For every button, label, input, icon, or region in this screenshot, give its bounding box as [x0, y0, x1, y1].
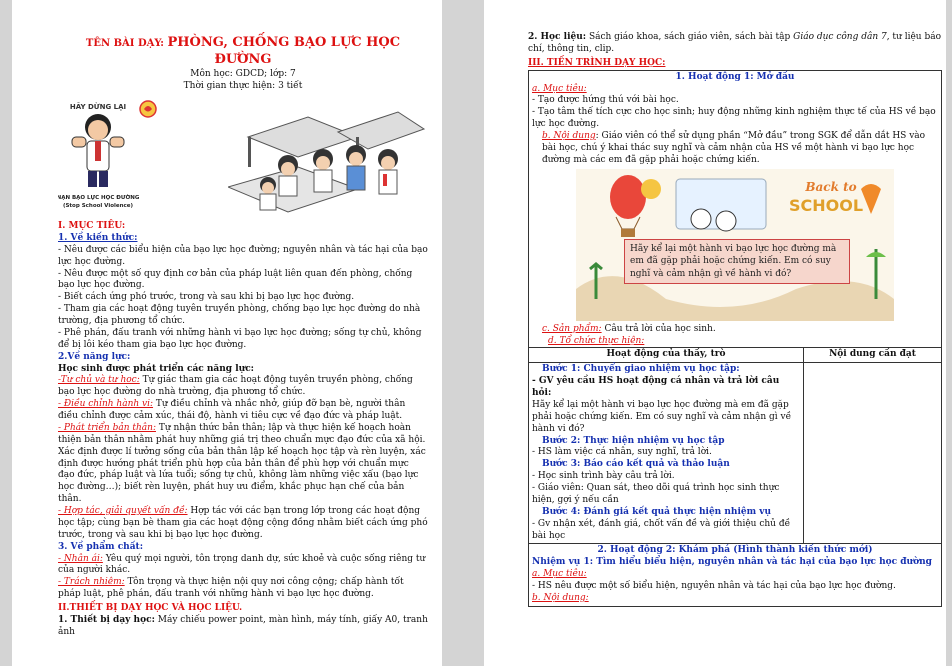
title-main: PHÒNG, CHỐNG BẠO LỰC HỌC ĐƯỜNG: [167, 35, 401, 68]
competence-item: - Điều chỉnh hành vi: Tự điều chỉnh và nhắc nhở, giúp đỡ bạn bè, người thân điều chỉnh được cảm xúc, thái độ, hành vi tiêu cực về đạo đức và pháp luật.: [58, 399, 406, 422]
classroom-illustration: [228, 97, 428, 215]
competence-item: -Tự chủ và tự học: Tự giác tham gia các hoạt động tuyên truyền phòng, chống bạo lực học đường do nhà trường, địa phương tổ chức.: [58, 375, 413, 398]
subsection-knowledge: 1. Về kiến thức:: [58, 232, 138, 243]
quality-item: - Trách nhiệm: Tôn trọng và thực hiện nội quy nơi công cộng; chấp hành tốt pháp luật, phê phán, đấu tranh với những hành vi bạo lực học đường.: [58, 577, 404, 600]
activity-1-cell: [529, 70, 942, 348]
question-box: Hãy kể lại một hành vi bạo lực học đường mà em đã gặp phải hoặc chứng kiến. Em có suy nghĩ và cảm nhận gì về hành vi đó?: [624, 239, 850, 285]
section-process: III. TIẾN TRÌNH DẠY HỌC:: [528, 57, 666, 68]
activity-1-title: 1. Hoạt động 1: Mở đầu: [675, 71, 795, 82]
step-3-text: - Giáo viên: Quan sát, theo dõi quá trình học sinh thực hiện, gợi ý nếu cần: [532, 483, 780, 505]
step-4-title: Bước 4: Đánh giá kết quả thực hiện nhiệm vụ: [542, 506, 772, 517]
column-header-content: Nội dung cần đạt: [804, 348, 942, 363]
step-3-title: Bước 3: Báo cáo kết quả và thảo luận: [542, 459, 730, 470]
content-cell: [804, 363, 942, 544]
quality-item: - Nhân ái: Yêu quý mọi người, tôn trọng danh dự, sức khoẻ và cuộc sống riêng tư của người khác.: [58, 553, 426, 576]
step-2-text: - HS làm việc cá nhân, suy nghĩ, trả lời.: [532, 447, 712, 458]
logo-bottom-text-2: (Stop School Violence): [62, 203, 134, 210]
logo-bottom-text-1: NẠN BẠO LỰC HỌC ĐƯỜNG: [58, 195, 140, 202]
lesson-title: [58, 34, 428, 68]
knowledge-item: - Phê phán, đấu tranh với những hành vi bạo lực học đường; sống tự chủ, không để bị lôi kéo tham gia bạo lực học đường.: [58, 327, 422, 350]
task-1-goal-label: a. Mục tiêu:: [532, 569, 587, 580]
knowledge-item: - Nêu được một số quy định cơ bản của pháp luật liên quan đến phòng, chống bạo lực học đường.: [58, 268, 413, 291]
knowledge-item: - Tham gia các hoạt động tuyên truyền phòng, chống bạo lực học đường do nhà trường, địa phương tổ chức.: [58, 304, 421, 327]
goal-item: - Tạo tâm thế tích cực cho học sinh; huy động những kinh nghiệm thực tế của HS về bạo lực học đường.: [532, 107, 936, 130]
back-to-school-banner: [576, 169, 894, 321]
step-1-question: Hãy kể lại một hành vi bạo lực học đường mà em đã gặp phải hoặc chứng kiến. Em có suy nghĩ và cảm nhận gì về hành vi đó?: [532, 399, 792, 434]
banner-back-to-text: Back to: [805, 179, 857, 194]
title-prefix: TÊN BÀI DẠY:: [85, 38, 168, 49]
subject-line: Môn học: GDCD; lớp: 7: [190, 69, 296, 80]
step-1-instruction: - GV yêu cầu HS hoạt động cá nhân và trả lời câu hỏi:: [532, 376, 780, 398]
step-4-text: - Gv nhận xét, đánh giá, chốt vấn đề và giới thiệu chủ đề bài học: [532, 518, 791, 541]
task-1-title: Nhiệm vụ 1: Tìm hiểu biểu hiện, nguyên nhân và tác hại của bạo lực học đường: [532, 557, 932, 568]
duration-line: Thời gian thực hiện: 3 tiết: [183, 81, 303, 92]
task-1-goal-text: - HS nêu được một số biểu hiện, nguyên nhân và tác hại của bạo lực học đường.: [532, 581, 896, 591]
equipment-item: 1. Thiết bị dạy học: Máy chiếu power point, màn hình, máy tính, giấy A0, tranh ảnh: [58, 614, 428, 637]
step-1-title: Bước 1: Chuyển giao nhiệm vụ học tập:: [542, 364, 740, 375]
content-item: b. Nội dung: Giáo viên có thể sử dụng phần “Mở đầu” trong SGK để dẫn dắt HS vào bài học, chú ý khai thác suy nghĩ và cảm nhận của HS về một hành vi bạo lực học đường mà các em đã gặp phải hoặc chứng kiến.: [542, 131, 926, 165]
stop-violence-logo: [58, 97, 170, 215]
activities-cell: [529, 363, 804, 544]
product-item: c. Sản phẩm: Câu trả lời của học sinh.: [542, 323, 716, 334]
section-objectives: I. MỤC TIÊU:: [58, 221, 126, 232]
subsection-competence: 2.Về năng lực:: [58, 351, 131, 362]
goal-item: - Tạo được hứng thú với bài học.: [532, 95, 679, 106]
activity-2-title: 2. Hoạt động 2: Khám phá (Hình thành kiến thức mới): [597, 545, 873, 556]
banner-school-text: SCHOOL: [788, 195, 864, 215]
subsection-qualities: 3. Về phẩm chất:: [58, 541, 144, 552]
column-header-activities: Hoạt động của thầy, trò: [529, 348, 804, 363]
document-page-2: [484, 0, 946, 666]
task-1-content-label: b. Nội dung:: [532, 592, 589, 603]
organize-label: d. Tổ chức thực hiện:: [548, 335, 645, 346]
competence-item: - Phát triển bản thân: Tự nhận thức bản thân; lập và thực hiện kế hoạch hoàn thiện bản thân nhằm phát huy những giá trị theo chuẩn mực đạo đức của xã hội. Xác định được lí tưởng sống của bản thân lập kế hoạch học tập và rèn luyện, xác định được hướng phát triển phù hợp của bản thân để phù hợp với chuẩn mực đạo đức, pháp luật và lứa tuổi; sống tự chủ, không làm những việc xấu (bạo lực học đường…); biết rèn luyện, phát huy ưu điểm, khắc phục hạn chế của bản thân.: [58, 422, 426, 505]
knowledge-item: - Nêu được các biểu hiện của bạo lực học đường; nguyên nhân và tác hại của bạo lực học đường.: [58, 244, 428, 267]
knowledge-item: - Biết cách ứng phó trước, trong và sau khi bị bạo lực học đường.: [58, 292, 355, 303]
step-3-text: - Học sinh trình bày câu trả lời.: [532, 471, 675, 482]
logo-top-text: HÃY DỪNG LẠI: [69, 103, 127, 112]
competence-heading: Học sinh được phát triển các năng lực:: [58, 363, 254, 374]
materials-item: 2. Học liệu: Sách giáo khoa, sách giáo viên, sách bài tập Giáo dục công dân 7, tư liệu báo chí, thông tin, clip.: [528, 32, 941, 54]
activity-2-cell: [529, 544, 942, 606]
illustration-row: [58, 97, 428, 215]
section-equipment: II.THIẾT BỊ DẠY HỌC VÀ HỌC LIỆU.: [58, 603, 243, 614]
step-2-title: Bước 2: Thực hiện nhiệm vụ học tập: [542, 435, 725, 446]
activity-table: [528, 70, 942, 607]
goal-label: a. Mục tiêu:: [532, 83, 587, 94]
document-page-1: [12, 0, 442, 666]
competence-item: - Hợp tác, giải quyết vấn đề: Hợp tác với các bạn trong lớp trong các hoạt động học tập; cùng bạn bè tham gia các hoạt động cộng đồng nhằm biết cách ứng phó trước, trong và sau khi bị bạo lực học đường.: [58, 506, 428, 540]
